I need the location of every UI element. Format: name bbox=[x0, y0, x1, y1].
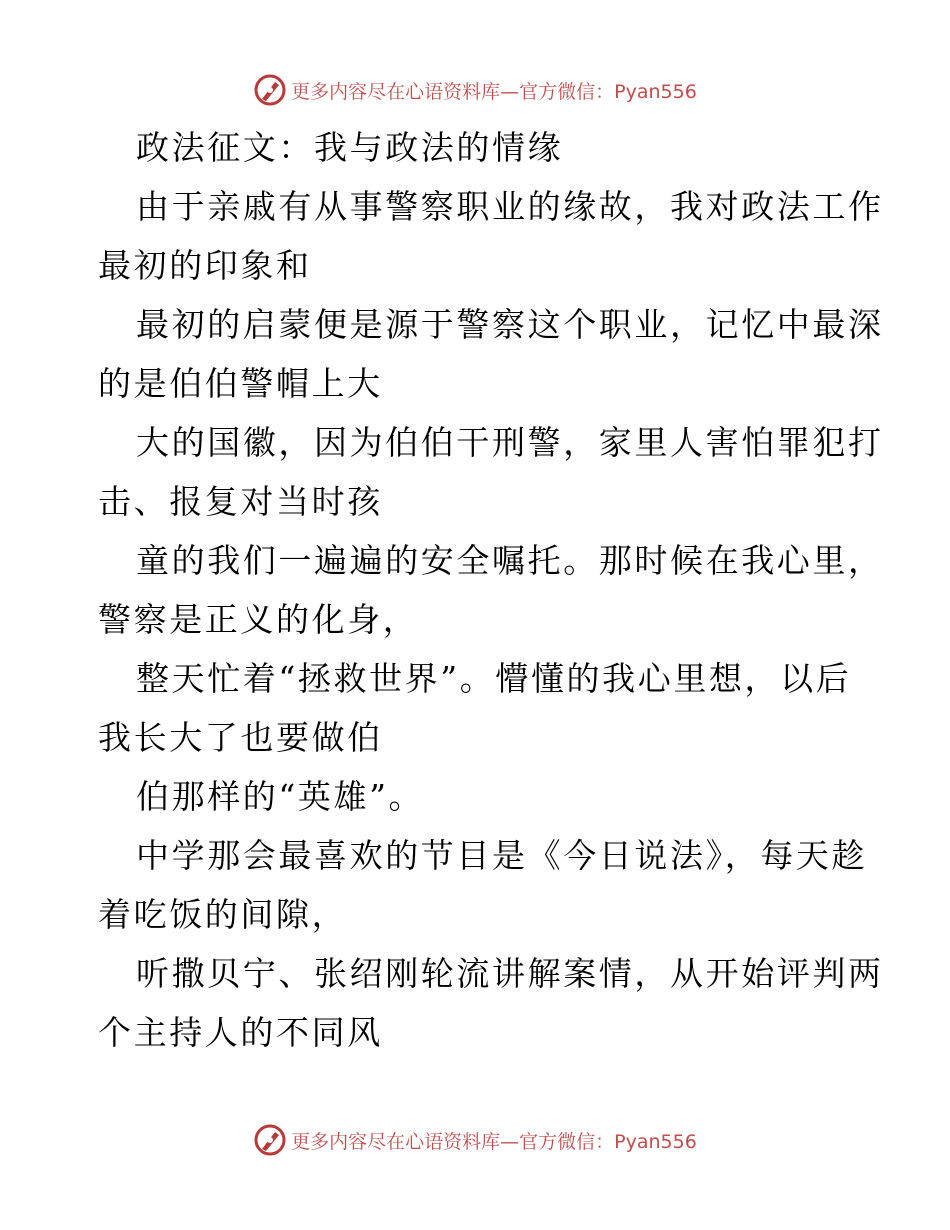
paragraph-line: 的是伯伯警帽上大 bbox=[98, 364, 383, 403]
pen-logo-icon bbox=[253, 73, 287, 107]
paragraph-line: 听撒贝宁、张绍刚轮流讲解案情，从开始评判两 bbox=[136, 954, 884, 993]
footer-banner-text: 更多内容尽在心语资料库—官方微信：Pyan556 bbox=[291, 1130, 697, 1153]
paragraph-line: 最初的印象和 bbox=[98, 246, 312, 285]
paragraph-line: 击、报复对当时孩 bbox=[98, 482, 383, 521]
paragraph-line: 大的国徽，因为伯伯干刑警，家里人害怕罪犯打 bbox=[136, 423, 884, 462]
paragraph-line: 我长大了也要做伯 bbox=[98, 718, 383, 757]
paragraph-line: 个主持人的不同风 bbox=[98, 1013, 383, 1052]
paragraph-line: 着吃饭的间隙， bbox=[98, 895, 348, 934]
paragraph-line: 伯那样的“英雄”。 bbox=[136, 777, 425, 816]
paragraph-line: 由于亲戚有从事警察职业的缘故，我对政法工作 bbox=[136, 187, 884, 226]
paragraph-line: 最初的启蒙便是源于警察这个职业，记忆中最深 bbox=[136, 305, 884, 344]
paragraph-line: 整天忙着“拯救世界”。懵懂的我心里想，以后 bbox=[136, 659, 852, 698]
document-title: 政法征文：我与政法的情缘 bbox=[136, 128, 564, 167]
header-banner bbox=[0, 70, 950, 110]
paragraph-line: 警察是正义的化身， bbox=[98, 600, 419, 639]
document-body bbox=[98, 118, 884, 1062]
paragraph-line: 中学那会最喜欢的节目是《今日说法》，每天趁 bbox=[136, 836, 868, 875]
pen-logo-icon bbox=[253, 1123, 287, 1157]
paragraph-line: 童的我们一遍遍的安全嘱托。那时候在我心里， bbox=[136, 541, 884, 580]
header-banner-text: 更多内容尽在心语资料库—官方微信：Pyan556 bbox=[291, 80, 697, 103]
footer-banner bbox=[0, 1120, 950, 1160]
